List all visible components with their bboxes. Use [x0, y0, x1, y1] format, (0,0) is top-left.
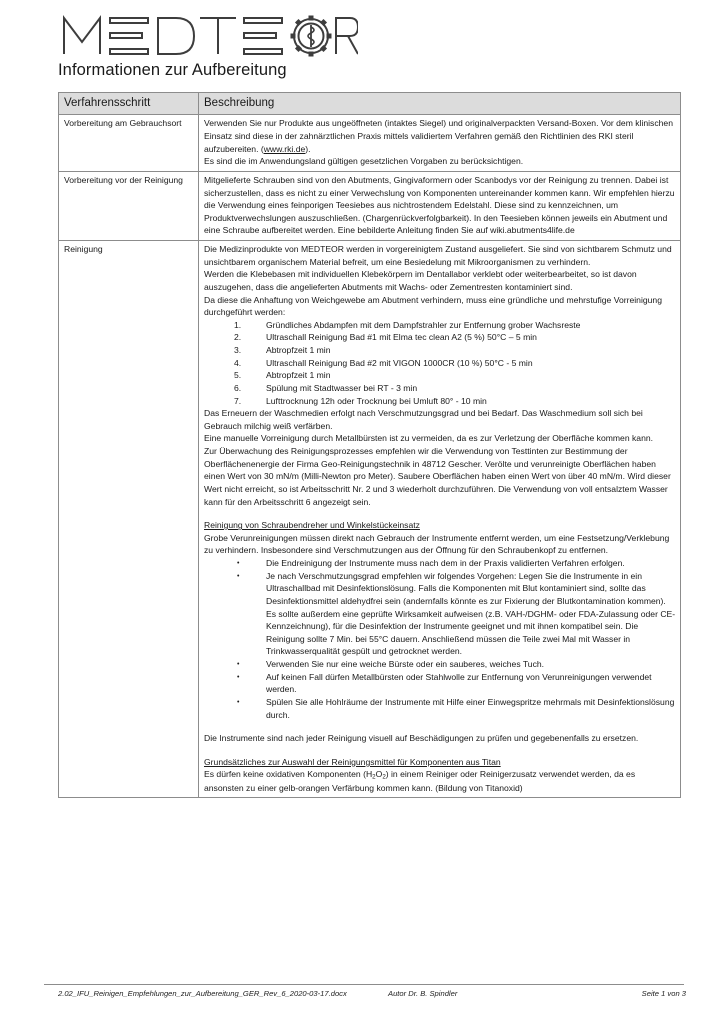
- paragraph: Werden die Klebebasen mit individuellen Klebekörpern im Dentallabor verklebt oder weiterbearbeitet, so ist davon auszugehen, dass die angelieferten Abutments mit Wachs- oder Zementresten kontaminiert sind.: [204, 269, 637, 292]
- list-item: Abtropfzeit 1 min: [266, 345, 331, 355]
- table-row: [59, 171, 681, 240]
- text-part: Es dürfen keine oxidativen Komponenten (H: [204, 769, 373, 780]
- paragraph: Die Instrumente sind nach jeder Reinigung visuell auf Beschädigungen zu prüfen und gegebenenfalls zu ersetzen.: [204, 733, 639, 744]
- subscript: 2: [382, 773, 386, 781]
- page-footer: [58, 988, 686, 999]
- step-label-reinigung: Reinigung: [59, 241, 199, 798]
- link-tail: ).: [305, 143, 311, 154]
- table-header-row: [59, 93, 681, 115]
- paragraph: Zur Überwachung des Reinigungsprozesses empfehlen wir die Verwendung von Testtinten zur Bestimmung der Oberflächenenergie der Firma Geo-Reinigungstechnik in 48712 Gescher. Verölte und verunreinigte Oberflächen haben einen Wert von 30 mN/m (Milli-Newton pro Meter). Saubere Oberflächen haben einen Wert von über 40 mN/m. Wird dieser Wert nicht erreicht, so ist Arbeitsschritt Nr. 2 und 3 wiederholt durchzuführen. Die Verwendung von voll entsalztem Wasser kann für den Arbeitsschritt 6 angezeigt sein.: [204, 446, 671, 507]
- footer-filename: 2.02_IFU_Reinigen_Empfehlungen_zur_Aufbereitung_GER_Rev_6_2020-03-17.docx: [58, 989, 347, 998]
- footer-divider: [44, 984, 684, 985]
- list-item: • Die Endreinigung der Instrumente muss nach dem in der Praxis validierten Verfahren erfolgen.: [204, 557, 676, 570]
- description-reinigung: [199, 241, 681, 798]
- subheading-reinigungsmittel-titan: Grundsätzliches zur Auswahl der Reinigungsmittel für Komponenten aus Titan: [204, 756, 501, 767]
- list-item: Lufttrocknung 12h oder Trocknung bei Umluft 80° - 10 min: [266, 395, 487, 406]
- paragraph: Eine manuelle Vorreinigung durch Metallbürsten ist zu vermeiden, da es zur Verletzung der Oberfläche kommen kann.: [204, 433, 654, 444]
- medteor-logo: [58, 12, 358, 58]
- list-item: • Verwenden Sie nur eine weiche Bürste oder ein sauberes, weiches Tuch.: [204, 658, 676, 671]
- subheading-reinigung-schraubendreher: Reinigung von Schraubendreher und Winkelstückeinsatz: [204, 520, 420, 531]
- list-item: Abtropfzeit 1 min: [266, 370, 331, 381]
- paragraph: Da diese die Anhaftung von Weichgewebe am Abutment verhindern, muss eine gründliche und mehrstufige Vorreinigung durchgeführt werden:: [204, 294, 662, 318]
- paragraph-text: Verwenden Sie nur Produkte aus ungeöffneten (intaktes Siegel) und originalverpackten Versand-Boxen. Vor dem klinischen Einsatz sind diese in der zahnärztlichen Praxis mittels validiertem Verfahren gemäß den Richtlinien des RKI steril aufzubereiten. (: [204, 118, 673, 154]
- footer-page-number: Seite 1 von 3: [641, 989, 686, 998]
- list-item: • Spülen Sie alle Hohlräume der Instrumente mit Hilfe einer Einwegspritze mehrmals mit Desinfektionslösung durch.: [204, 696, 676, 721]
- page-title: Informationen zur Aufbereitung: [58, 61, 287, 79]
- step-label-vorbereitung-am-gebrauchsort: Vorbereitung am Gebrauchsort: [59, 115, 199, 172]
- vorreinigung-numbered-list: [204, 319, 676, 407]
- list-item: Ultraschall Reinigung Bad #1 mit Elma tec clean A2 (5 %) 50°C – 5 min: [266, 332, 537, 343]
- text-part: O: [375, 769, 383, 780]
- description-vorbereitung-am-gebrauchsort: [199, 115, 681, 172]
- list-item: • Je nach Verschmutzungsgrad empfehlen wir folgendes Vorgehen: Legen Sie die Instrumente in ein Ultraschallbad mit Desinfektionslösung. Falls die Komponenten mit Blut kontaminiert sind, sollte das Desinfektionsmittel aldehydfrei sein (andernfalls könnte es zur Fixierung der Blutkontamination kommen). Es sollte außerdem eine geprüfte Wirksamkeit aufweisen (z.B. VAH-/DGHM- oder FDA-Zulassung oder CE-Kennzeichnung), für die Desinfektion der Instrumente geeignet und mit ihnen kompatibel sein. Die Reinigung sollte 7 Min. bei 55°C dauern. Anschließend müssen die Teile zwei Mal mit Wasser in Trinkwasserqualität gespült und getrocknet werden.: [204, 570, 676, 658]
- column-header-beschreibung: Beschreibung: [199, 93, 681, 115]
- paragraph: Die Medizinprodukte von MEDTEOR werden in vorgereinigtem Zustand ausgeliefert. Sie sind von sichtbarem Schmutz und unsichtbarem organischem Material befreit, um eine Besiedelung mit Mikroorganismen zu verhindern.: [204, 244, 672, 267]
- endreinigung-bullet-list: [204, 557, 676, 721]
- paragraph: [204, 117, 676, 155]
- table-row: [59, 241, 681, 798]
- column-header-verfahrensschritt: Verfahrensschritt: [59, 93, 199, 115]
- table-row: [59, 115, 681, 172]
- paragraph-h2o2: [204, 768, 676, 794]
- paragraph: Das Erneuern der Waschmedien erfolgt nach Verschmutzungsgrad und bei Bedarf. Das Waschmedium soll sich bei Gebrauch milchig weiß verfärben.: [204, 408, 643, 431]
- list-item: Ultraschall Reinigung Bad #2 mit VIGON 1000CR (10 %) 50°C - 5 min: [266, 357, 533, 368]
- rki-link[interactable]: www.rki.de: [263, 143, 306, 154]
- paragraph: Grobe Verunreinigungen müssen direkt nach Gebrauch der Instrumente entfernt werden, um eine Festsetzung/Verklebung zu verhindern. Insbesondere sind Verschmutzungen aus der Öffnung für den Schraubenkopf zu entfernen.: [204, 532, 670, 556]
- list-item: Spülung mit Stadtwasser bei RT - 3 min: [266, 382, 418, 393]
- paragraph: Es sind die im Anwendungsland gültigen gesetzlichen Vorgaben zu berücksichtigen.: [204, 156, 524, 167]
- list-item: Gründliches Abdampfen mit dem Dampfstrahler zur Entfernung grober Wachsreste: [266, 319, 581, 330]
- step-label-vorbereitung-vor-der-reinigung: Vorbereitung vor der Reinigung: [59, 171, 199, 240]
- logo-svg: [58, 12, 358, 58]
- paragraph: Mitgelieferte Schrauben sind von den Abutments, Gingivaformern oder Scanbodys vor der Reinigung zu trennen. Dabei ist sicherzustellen, dass es nicht zu einer Verwechslung von Komponenten untereinander kommen kann. Wir empfehlen hierzu die Verwendung eines feinporigen Teesiebes aus nichtrostendem Edelstahl. Diese sind zu kennzeichnen, um Produktverwechslungen auszuschließen. (Chargenrückverfolgbarkeit). In den Teesieben können jeweils ein Abutment und eine Schraube aufbereitet werden. Eine bebilderte Anleitung finden Sie auf wiki.abutments4life.de: [204, 174, 675, 236]
- procedure-table: [58, 92, 681, 798]
- text-part: ) in einem Reiniger oder Reinigerzusatz verwendet werden, da es ansonsten zu einer gelb-orangen Verfärbung kommen kann. (Bildung von Titanoxid): [204, 769, 636, 793]
- gear-asclepius-icon: [291, 16, 332, 57]
- footer-author: Autor Dr. B. Spindler: [388, 989, 458, 998]
- description-vorbereitung-vor-der-reinigung: [199, 171, 681, 240]
- list-item: • Auf keinen Fall dürfen Metallbürsten oder Stahlwolle zur Entfernung von Verunreinigungen verwendet werden.: [204, 671, 676, 696]
- subscript: 2: [372, 773, 376, 781]
